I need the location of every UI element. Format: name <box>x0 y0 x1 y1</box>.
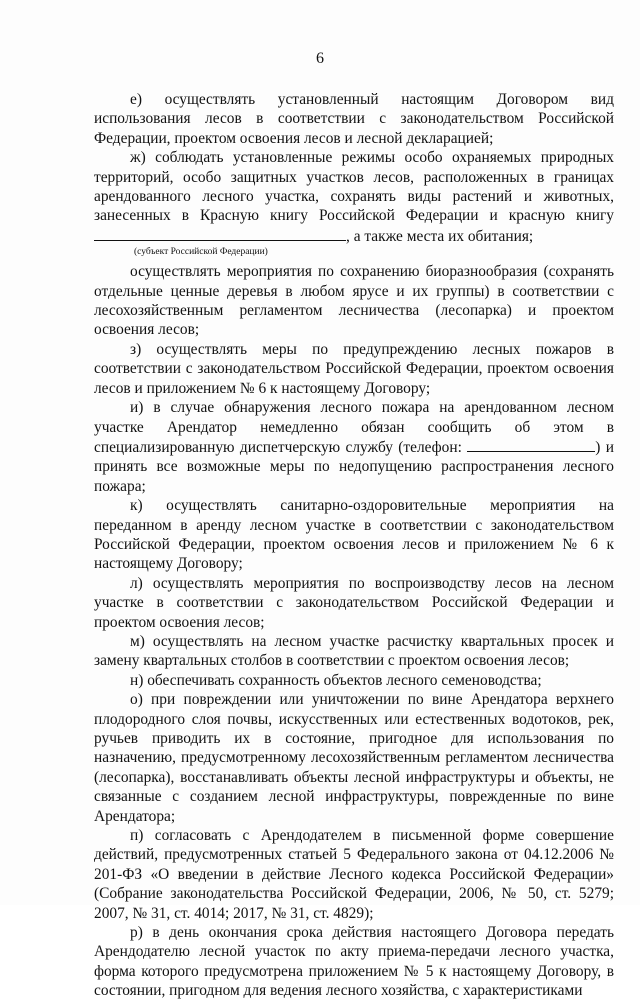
clause-e: е) осуществлять установленный настоящим Договором вид использования лесов в соответствии с законодательством Российской Федерации, проектом освоения лесов и лесной декларацией; <box>94 91 614 147</box>
clause-i <box>94 398 614 496</box>
subject-caption: (субъект Российской Федерации) <box>134 247 268 258</box>
clause-z: з) осуществлять меры по предупреждению лесных пожаров в соответствии с законодательством Российской Федерации, проектом освоения лесов и приложением № 6 к настоящему Договору; <box>94 340 614 397</box>
clause-n: н) обеспечивать сохранность объектов лесного семеноводства; <box>130 671 542 689</box>
page-number: 6 <box>316 50 324 67</box>
document-body <box>94 90 614 1001</box>
clause-zh-biodiversity: осуществлять мероприятия по сохранению биоразнообразия (сохранять отдельные ценные деревья в любом ярусе и их группы) в соответствии с лесохозяйственным регламентом лесничества (лесопарка) и проектом освоения лесов; <box>94 263 614 339</box>
clause-zh-ending: , а также места их обитания; <box>346 227 534 245</box>
clause-i-end: ) и принять все возможные меры по недопущению распространения лесного пожара; <box>94 438 614 495</box>
phone-blank-field[interactable] <box>467 437 595 452</box>
clause-zh-continuation <box>94 226 614 246</box>
clause-p: п) согласовать с Арендодателем в письменной форме совершение действий, предусмотренных статьей 5 Федерального закона от 04.12.2006 № 201-ФЗ «О введении в действие Лесного кодекса Российской Федерации» (Собрание законодательства Российской Федерации, 2006, № 50, ст. 5279; 2007, № 31, ст. 4014; 2017, № 31, ст. 4829); <box>94 827 614 922</box>
clause-r: р) в день окончания срока действия настоящего Договора передать Арендодателю лесной участок по акту приема-передачи лесного участка, форма которого предусмотрена приложением № 5 к настоящему Договору, в состоянии, пригодном для ведения лесного хозяйства, с характеристиками <box>94 924 614 1000</box>
clause-k: к) осуществлять санитарно-оздоровительные мероприятия на переданном в аренду лесном участке в соответствии с законодательством Российской Федерации, проектом освоения лесов и приложением № 6 к настоящему Договору; <box>94 497 614 573</box>
clause-m: м) осуществлять на лесном участке расчистку квартальных просек и замену квартальных столбов в соответствии с проектом освоения лесов; <box>94 632 614 670</box>
clause-l: л) осуществлять мероприятия по воспроизводству лесов на лесном участке в соответствии с законодательством Российской Федерации и проектом освоения лесов; <box>94 574 614 631</box>
clause-o: о) при повреждении или уничтожении по вине Арендатора верхнего плодородного слоя почвы, искусственных или естественных водотоков, рек, ручьев приводить их в состояние, пригодное для использования по назначению, предусмотренному лесохозяйственным регламентом лесничества (лесопарка), восстанавливать объекты лесной инфраструктуры и объекты, не связанные с созданием лесной инфраструктуры, поврежденные по вине Арендатора; <box>94 691 614 825</box>
clause-i-start: и) в случае обнаружения лесного пожара на арендованном лесном участке Арендатор немедленно обязан сообщить об этом в специализированную диспетчерскую службу (телефон: <box>94 399 614 456</box>
subject-blank-field[interactable] <box>94 226 346 241</box>
clause-zh: ж) соблюдать установленные режимы особо охраняемых природных территорий, особо защитных участков лесов, расположенных в границах арендованного лесного участка, сохранять виды растений и животных, занесенных в Красную книгу Российской Федерации и красную книгу <box>94 149 614 225</box>
